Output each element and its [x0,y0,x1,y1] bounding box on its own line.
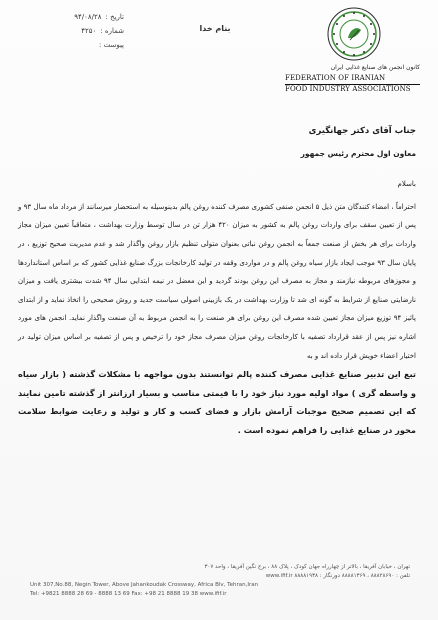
organization-name-en [285,74,420,94]
organization-seal-icon [326,6,382,62]
letter-paragraph: احتراماً ، امضاء کنندگان متن ذیل ۵ انجمن صنفی کشوری مصرف کننده روغن پالم بدینوسیله به استحضار میرسانند از مرداد ماه سال ۹۳ و پس از تعیین سقف برای واردات روغن پالم به کشور به میزان ۴۲۰ هزار تن در سال توسط وزارت بهداشت ، متعاقباً تعیین میزان مجاز واردات برای هر بخش از صنعت جمعاً به انجمن روغن نباتی بعنوان متولی تنظیم بازار روغن واگذار شد و عدم مدیریت صحیح توزیع ، در پایان سال ۹۳ موجب ایجاد بازار سیاه روغن پالم و در مواردی وقفه در تولید کارخانجات بزرگ صنایع غذایی کشور که بر اساس استانداردها و مجوزهای مربوطه نیازمند و مجاز به مصرف این روغن بودند گردید و این معضل در نیمه ابتدایی سال ۹۴ شدت بیشتری یافت و میزان نارضایتی صنایع از شرایط به گونه ای شد تا وزارت بهداشت در یک بازبینی اصولی سیاست جدید و روش صحیحی را اتخاذ نماید و از ابتدای پائیز ۹۴ توزیع میزان مجاز تعیین شده مصرف این روغن برای هر صنعت را به انجمن مربوط به آن صنعت واگذار نماید. انجمن های مورد اشاره نیز پس از عقد قرارداد تصفیه با کارخانجات روغن میزان مصرف مجاز خود را ترخیص و پس از تصفیه بر اساس میزان تولید در اختیار اعضاء خویش قرار داده اند و به [18,202,416,360]
meta-attachment-label: پیوست : [99,41,124,49]
organization-logo-block [285,6,420,98]
letter-body [18,122,416,440]
meta-attachment [14,38,124,52]
letter-addressee: جناب آقای دکتر جهانگیری [308,126,416,136]
organization-name-en-line2: FOOD INDUSTRY ASSOCIATIONS [285,85,411,93]
meta-number-label: شماره : [100,27,124,35]
footer-phones-en: Tel: +9821 8888 28 69 - 8888 13 69 Fax: +98 21 8888 19 38 www.ifif.ir [30,591,227,597]
letter-paragraph-bold: تبع این تدبیر صنایع غذایی مصرف کننده پالم توانستند بدون مواجهه با مشکلات گذشته ( بازار سیاه و واسطه گری ) مواد اولیه مورد نیاز خود را با قیمتی مناسب و بسیار ارزانتر از گذشته تامین نمایند که این تصمیم صحیح موجبات آرامش بازار و فضای کسب و کار و تولید و رعایت ضوابط سلامت محور در صنایع غذایی را فراهم نموده است . [18,369,416,435]
organization-name-en-line1: FEDERATION OF IRANIAN [285,74,386,82]
footer-address-fa: تهران ، خیابان آفریقا ، بالاتر از چهارراه جهان کودک ، پلاک ۸۸ ، برج نگین آفریقا ، واحد ۳۰۷ [204,564,410,570]
basmala: بنام خدا [199,24,231,33]
meta-date [14,10,124,24]
letter-footer [30,563,410,599]
meta-number-value: ۴۲۵۰ [81,27,97,35]
letter-greeting: باسلام [397,180,416,189]
meta-date-value: ۹۴/۰۸/۲۸ [74,13,102,21]
letter-meta [14,10,124,52]
letter-addressee-role: معاون اول محترم رئیس جمهور [300,148,416,158]
meta-date-label: تاریخ : [105,13,124,21]
footer-phones-fa: تلفن : ۸۸۸۲۸۶۹۰ ، ۸۸۸۸۱۳۶۹ دورنگار : ۸۸۸۸۱۹۳۸ www.ifif.ir [265,573,410,579]
footer-address-en: Unit 307,No.88, Negin Tower, Above Jahankoudak Crossway, Africa Blv, Tehran,Iran [30,582,259,588]
meta-number [14,24,124,38]
organization-name-fa: کانون انجمن های صنایع غذایی ایران [330,64,420,71]
